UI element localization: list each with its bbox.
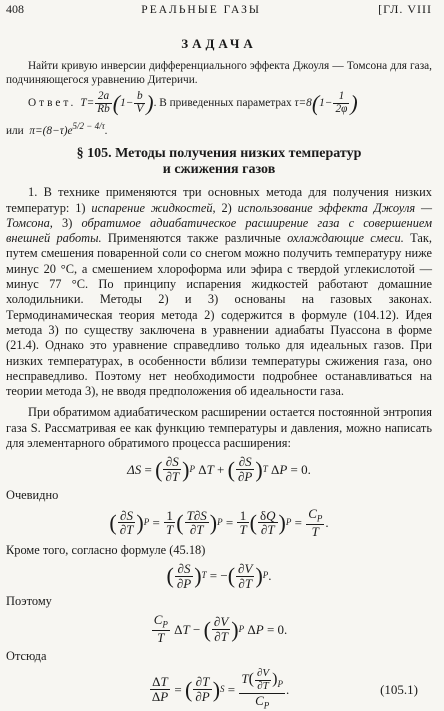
p1-method3: обратимое адиабатическое расширение газа с совершением внешней работы. [6, 215, 432, 246]
p1-rest: Так, путем смешения поваренной соли со снегом можно получить температуру ниже минус 20 °С, а смешением хлороформа или эфира с твердой углекислотой — минус 77 °С. По принципу испарения жидкостей работают домашние холодильники. Методы 2) и 3) основаны на газовых законах. Термодинамическая теория метода 2) содержится в формуле (104.12). Идея метода 3) по существу заключена в уравнении адиабаты Пуассона в форме (21.4). Однако это уравнение справедливо только для идеальных газов. При низких температурах, в особенности вблизи температуры сжижения газа, оно несправедливо. Поэтому нет необходимости подробнее останавливаться на теории метода 3), не вводя предположения об идеальности газа. [6, 231, 432, 399]
task-heading: ЗАДАЧА [181, 36, 257, 51]
p1-t4: Применяются также различные [101, 231, 281, 246]
equation-dSdT: ( $\frac{\partial S}{\partial T}$ ) P = $\frac{1}{T}$ ( $\frac{T\partial S}{\partial T}$ ) P = $\frac{1}{T}$ ( $\frac{\delta Q}{\partial T}$ ) P = $\frac{C_P}{T}$ . [109, 505, 329, 539]
chapter-label: [ГЛ. VIII [378, 2, 432, 16]
task-answer-alt [6, 120, 432, 138]
page-number: 408 [6, 2, 24, 16]
answer-reduced-tau: τ=8(1− $\frac{1}{2\varphi}$ ) [291, 90, 358, 116]
section-body [6, 185, 432, 710]
p1-t3: 3) [52, 215, 73, 230]
running-title: РЕАЛЬНЫЕ ГАЗЫ [141, 4, 261, 16]
answer-reduced-pi: $\pi=(8-\tau)e^{5/2 - 4/\tau}$. [26, 120, 108, 137]
section-title-line2: и сжижения газов [162, 162, 276, 178]
label-poetomu: Поэтому [6, 594, 52, 609]
section-title-line1: § 105. Методы получения низких температур [76, 146, 362, 162]
answer-mid-text: . В приведенных параметрах [153, 96, 292, 109]
equation-dS: ΔS = ( $\frac{\partial S}{\partial T}$ ) P Δ T + ( $\frac{\partial S}{\partial P}$ ) T Δ P = 0. [127, 454, 311, 484]
label-krome: Кроме того, согласно формуле (45.18) [6, 542, 206, 557]
equation-number: (105.1) [380, 681, 418, 697]
page-header [6, 2, 432, 20]
paragraph-1 [6, 185, 432, 399]
answer-or-text: или [6, 124, 24, 137]
equation-105-1: $\frac{\Delta T}{\Delta P}$ = ( $\frac{\partial T}{\partial P}$ ) S = T( $\frac{\partial V}{\partial T}$ )$_P$ $C_P$ . (105.1) [151, 667, 418, 711]
section-title [6, 146, 432, 178]
equation-balance: $\frac{C_P}{T}$ Δ T − ( $\frac{\partial V}{\partial T}$ ) P Δ P = 0. [153, 612, 288, 646]
label-otsyuda: Отсюда [6, 649, 47, 664]
paragraph-2: При обратимом адиабатическом расширении остается постоянной энтропия газа S. Рассматривая ее как функцию температуры и давления, можно написать для элементарного обратимого процесса расширения: [6, 405, 432, 451]
p1-t2: 2) [215, 200, 232, 215]
p1-mixtures: охлаждающие смеси. [287, 231, 404, 246]
p1-method2: использование эффекта Джоуля — Томсона, [6, 200, 432, 230]
equation-maxwell: ( $\frac{\partial S}{\partial P}$ ) T = − ( $\frac{\partial V}{\partial T}$ ) P . [166, 560, 272, 591]
label-ochevidno: Очевидно [6, 487, 59, 502]
task-answer [6, 91, 432, 116]
answer-label: Ответ. [28, 96, 77, 109]
task-text: Найти кривую инверсии дифференциального эффекта Джоуля — Томсона для газа, подчиняющегося уравнению Дитеричи. [6, 60, 432, 86]
p1-method1: испарение жидкостей, [91, 200, 216, 215]
p1-lead: 1. В технике применяются три основных метода для получения низких температур: 1) [6, 185, 432, 215]
answer-formula: T= $\frac{2a}{Rb}$ (1− $\frac{b}{V}$ ) [80, 90, 154, 116]
